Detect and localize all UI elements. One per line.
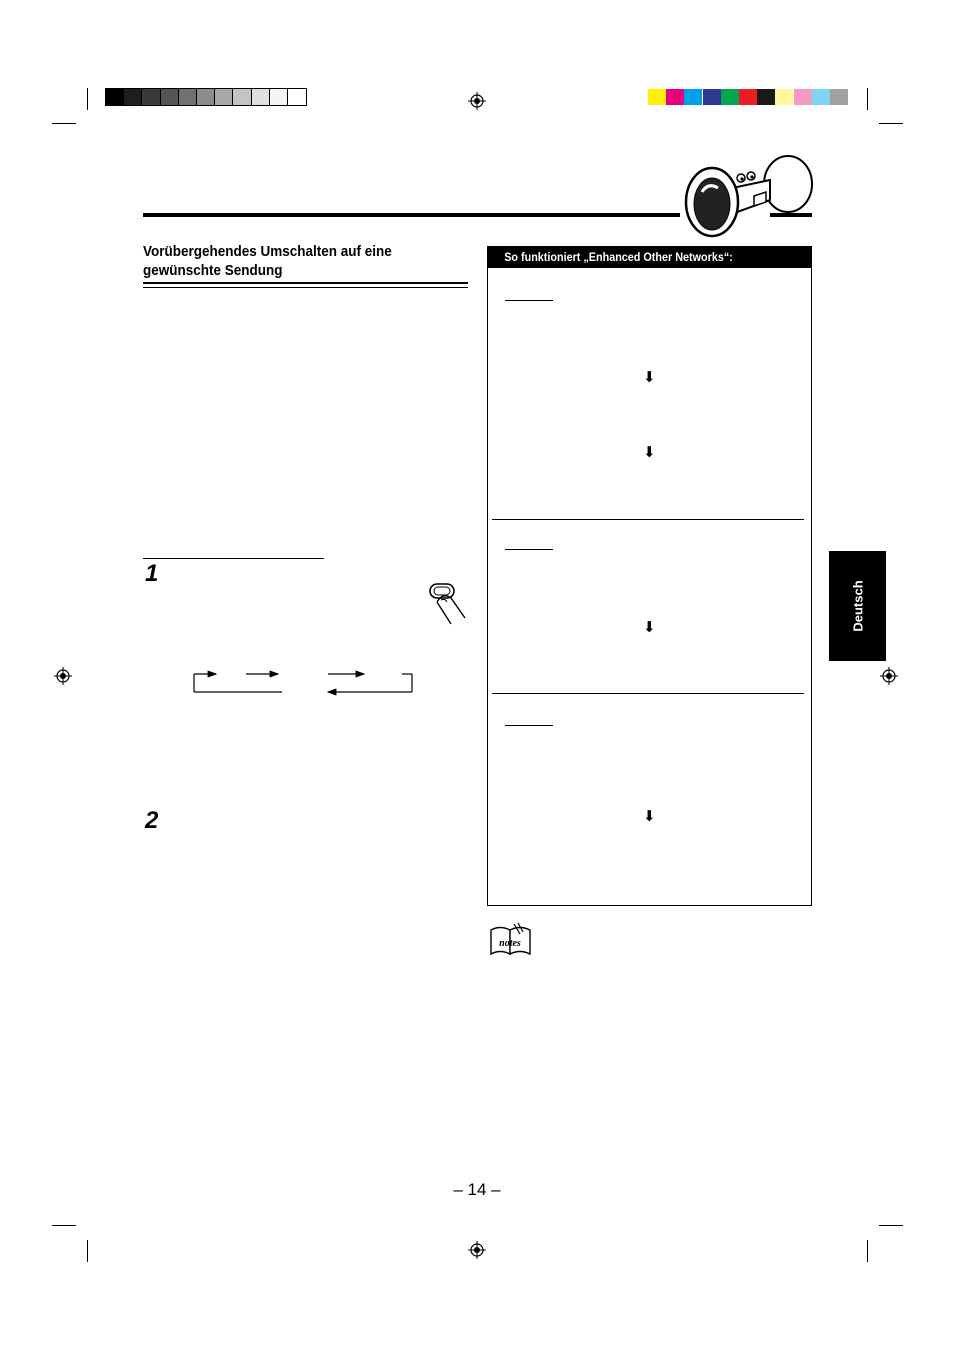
trumpet-horn-icon xyxy=(682,148,816,240)
registration-mark-icon xyxy=(54,667,72,685)
down-arrow-icon: ⬇ xyxy=(643,808,656,825)
gray-swatch xyxy=(288,89,306,105)
section-heading-line: gewünschte Sendung xyxy=(143,262,283,279)
color-swatch xyxy=(812,89,830,105)
step-number-2: 2 xyxy=(145,807,159,834)
gray-swatch xyxy=(161,89,179,105)
case-underline xyxy=(505,725,553,726)
color-swatch xyxy=(703,89,721,105)
language-side-tab xyxy=(829,551,886,661)
color-swatch xyxy=(684,89,702,105)
section-heading-line: Vorübergehendes Umschalten auf eine xyxy=(143,243,392,260)
heading-rule-thin xyxy=(143,287,468,288)
crop-mark xyxy=(52,123,76,124)
gray-swatch xyxy=(142,89,160,105)
gray-swatch xyxy=(124,89,142,105)
gray-swatch xyxy=(215,89,233,105)
color-swatch xyxy=(757,89,775,105)
crop-mark xyxy=(52,1225,76,1226)
color-swatch xyxy=(794,89,812,105)
cycle-flow-diagram xyxy=(190,668,416,698)
color-swatch xyxy=(648,89,666,105)
gray-swatch xyxy=(270,89,288,105)
case-underline xyxy=(505,300,553,301)
panel-divider xyxy=(492,519,804,520)
registration-mark-icon xyxy=(468,92,486,110)
crop-mark xyxy=(87,1240,88,1262)
language-label: Deutsch xyxy=(850,580,865,632)
heading-rule-thick xyxy=(143,282,468,284)
color-swatch xyxy=(830,89,848,105)
crop-mark xyxy=(879,123,903,124)
page-number: – 14 – xyxy=(453,1180,501,1199)
gray-swatch xyxy=(233,89,251,105)
notes-label: notes xyxy=(499,938,521,949)
gray-swatch xyxy=(252,89,270,105)
crop-mark xyxy=(87,88,88,110)
crop-mark xyxy=(867,88,868,110)
color-swatch xyxy=(666,89,684,105)
down-arrow-icon: ⬇ xyxy=(643,444,656,461)
gray-swatch xyxy=(179,89,197,105)
down-arrow-icon: ⬇ xyxy=(643,369,656,386)
gray-swatch xyxy=(197,89,215,105)
top-rule-left xyxy=(143,213,680,217)
panel-header xyxy=(488,247,811,268)
case-underline xyxy=(505,549,553,550)
registration-mark-icon xyxy=(880,667,898,685)
finger-press-button-icon xyxy=(425,580,469,626)
down-arrow-icon: ⬇ xyxy=(643,619,656,636)
color-swatch xyxy=(775,89,793,105)
color-swatch xyxy=(721,89,739,105)
gray-swatch xyxy=(106,89,124,105)
step-divider xyxy=(143,558,324,559)
color-swatch xyxy=(739,89,757,105)
section-heading xyxy=(143,242,436,280)
crop-mark xyxy=(867,1240,868,1262)
crop-mark xyxy=(879,1225,903,1226)
panel-divider xyxy=(492,693,804,694)
panel-title: So funktioniert „Enhanced Other Networks“: xyxy=(504,250,733,264)
step-number-1: 1 xyxy=(145,560,159,587)
notes-icon xyxy=(488,922,534,958)
registration-mark-icon xyxy=(468,1241,486,1259)
eon-info-panel xyxy=(487,246,812,906)
